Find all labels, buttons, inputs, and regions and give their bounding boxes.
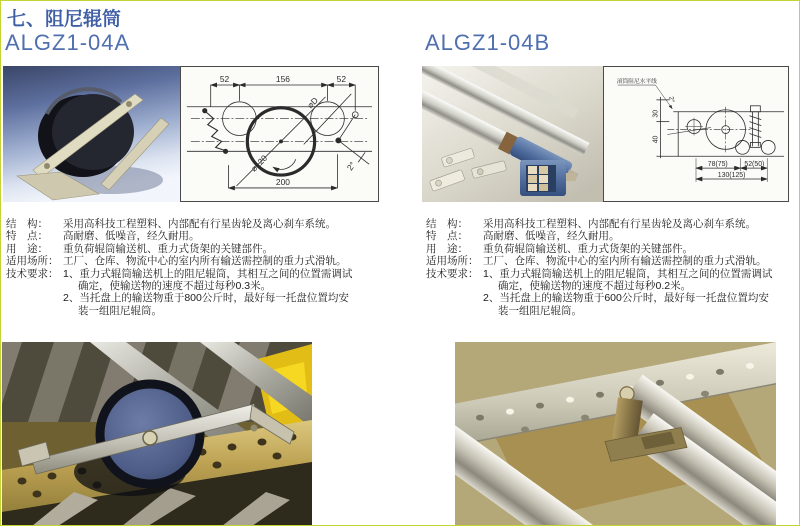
spec-value: 重负荷辊筒输送机、重力式货架的关键部件。 <box>63 242 273 255</box>
spec-label: 技术要求： <box>426 267 479 280</box>
dim-130-125: 130(125) <box>717 172 746 180</box>
product-a-drawing <box>180 66 379 202</box>
product-a-installed-art <box>2 342 312 526</box>
tech-item-1: 1、重力式辊筒输送机上的阻尼辊筒，其相互之间的位置需调试确定，使输送物的速度不超过每秒0.2米。 <box>483 267 773 293</box>
product-a-installed-photo <box>2 342 312 526</box>
dim-52-50: 52(50) <box>744 161 765 169</box>
dim-156: 156 <box>275 74 290 85</box>
model-a-title: ALGZ1-04A <box>5 30 131 55</box>
product-a-specs <box>6 218 411 317</box>
product-a-photo-art <box>3 66 180 202</box>
dim-78-75: 78(75) <box>707 161 728 169</box>
spec-row-application <box>426 255 798 267</box>
spec-label: 结 构： <box>6 218 48 230</box>
product-b-installed-art <box>455 342 776 525</box>
spec-row-structure <box>426 218 798 230</box>
product-b-drawing-art <box>604 67 788 201</box>
spec-label: 用 途： <box>426 242 468 255</box>
spec-label: 特 点： <box>6 230 48 243</box>
spec-value: 工厂、仓库、物流中心的室内所有输送需控制的重力式滑轨。 <box>483 255 767 268</box>
spec-label: 适用场所： <box>426 255 479 268</box>
angle-2deg-b: 2° <box>667 96 676 104</box>
spec-label: 技术要求： <box>6 267 59 280</box>
angle-2deg-a: 2° <box>344 159 358 173</box>
dia-120-label: ⌀120 <box>248 152 270 174</box>
spec-row-tech <box>426 268 798 318</box>
spec-row-usage <box>6 243 411 255</box>
page-title: 七、阻尼辊筒 <box>7 9 122 30</box>
tech-item-2: 2、当托盘上的输送物重于800公斤时，最好每一托盘位置均安装一组阻尼辊筒。 <box>63 292 349 317</box>
product-b-installed-photo <box>455 342 776 525</box>
dim-52-right: 52 <box>336 74 347 85</box>
spec-row-structure <box>6 218 411 230</box>
spec-value: 工厂、仓库、物流中心的室内所有输送需控制的重力式滑轨。 <box>63 255 347 268</box>
tech-item-2: 2、当托盘上的输送物重于600公斤时，最好每一托盘位置均安装一组阻尼辊筒。 <box>483 292 769 317</box>
spec-row-tech <box>6 268 411 318</box>
spec-label: 结 构： <box>426 218 468 230</box>
spec-value: 重负荷辊筒输送机、重力式货架的关键部件。 <box>483 242 693 255</box>
product-b-photo <box>422 66 603 202</box>
product-b-drawing <box>603 66 789 202</box>
tech-items <box>63 268 355 318</box>
tech-item-1: 1、重力式辊筒输送机上的阻尼辊筒，其相互之间的位置需调试确定，使输送物的速度不超过每秒0.3米。 <box>63 267 353 293</box>
damping-level-note: 滚筒阻尼水平线 <box>616 79 657 86</box>
spec-value: 高耐磨、低噪音，经久耐用。 <box>483 230 620 243</box>
spec-label: 适用场所： <box>6 255 59 268</box>
dim-200: 200 <box>275 176 290 187</box>
product-b-photo-art <box>422 66 603 202</box>
spec-row-features <box>6 230 411 242</box>
spec-value: 高耐磨、低噪音，经久耐用。 <box>63 230 200 243</box>
dia-d-label: ⌀D <box>305 95 320 111</box>
spec-value: 采用高科技工程塑料、内部配有行星齿轮及离心刹车系统。 <box>63 218 336 230</box>
dim-40: 40 <box>652 135 660 144</box>
spec-label: 特 点： <box>426 230 468 243</box>
spec-value: 采用高科技工程塑料、内部配有行星齿轮及离心刹车系统。 <box>483 218 756 230</box>
spec-row-usage <box>426 243 798 255</box>
spec-label: 用 途： <box>6 242 48 255</box>
model-b-title: ALGZ1-04B <box>425 30 551 55</box>
dim-30: 30 <box>652 109 660 118</box>
spec-row-application <box>6 255 411 267</box>
tech-items <box>483 268 775 318</box>
product-a-photo <box>3 66 180 202</box>
dim-52-left: 52 <box>219 74 230 85</box>
product-a-drawing-art <box>181 67 378 201</box>
spec-row-features <box>426 230 798 242</box>
product-b-specs <box>426 218 798 317</box>
